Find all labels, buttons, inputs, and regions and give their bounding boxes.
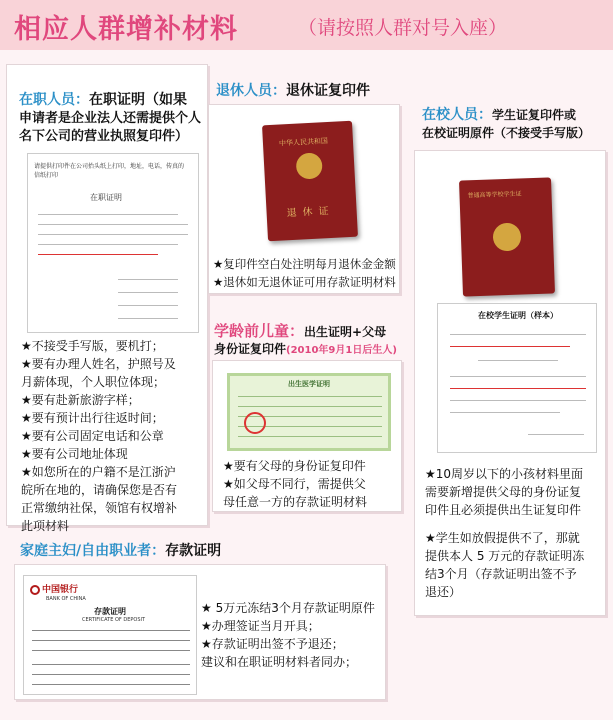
employed-panel [6,64,208,533]
note-item: 建议和在职证明材料者同办； [201,655,358,669]
deposit-doc-title-en: CERTIFICATE OF DEPOSIT [82,617,146,623]
note-item: 皖所在地的，请确保您是否有 [21,483,178,497]
note-item: 印件且必须提供出生证复印件 [425,503,582,517]
note-item: ★复印件空白处注明每月退休金金额 [213,257,396,271]
doc-line [38,214,178,215]
bank-name-en: BANK OF CHINA [46,596,86,602]
doc-line [38,224,188,225]
birth-certificate-sample [227,373,391,451]
student-panel [414,150,606,616]
employed-title-line3: 名下公司的营业执照复印件） [19,129,189,144]
note-item: 母任意一方的存款证明材料 [223,495,368,509]
doc-line [478,360,558,361]
doc-highlight [38,254,158,255]
book-word: 退休证 [286,205,335,220]
doc-line [118,292,178,293]
doc-line [32,674,190,675]
deposit-certificate-sample [23,575,197,695]
student-card-book [459,177,555,296]
retirement-certificate-book [262,121,358,242]
doc-line [450,334,586,335]
deposit-doc-title: 存款证明 [94,607,126,616]
page-subtitle: （请按照人群对号入座） [298,17,508,39]
note-item: 此项材料 [21,519,70,533]
national-emblem-icon [296,152,323,179]
note-item: 结3个月（存款证明出签不予 [425,567,577,581]
employed-notes [21,337,177,535]
note-item: ★如父母不同行，需提供父 [223,477,366,491]
doc-line [118,305,178,306]
cert-line [238,406,382,407]
cert-line [238,436,382,437]
bank-logo-icon [30,585,40,595]
note-item: ★10周岁以下的小孩材料里面 [425,467,584,481]
doc-line [118,279,178,280]
doc-line [450,412,560,413]
freelance-panel [14,564,386,700]
retired-notes [213,255,396,291]
doc-line [32,650,190,651]
note-item: ★办理签证当月开具； [201,619,320,633]
book-title: 普通高等学校学生证 [467,190,522,200]
note-item: ★存款证明出签不予退还； [201,637,344,651]
student-note-2 [425,529,584,601]
school-emblem-icon [493,223,522,252]
student-label: 在校人员：学生证复印件或 [422,107,577,123]
note-item: ★如您所在的户籍不是江浙沪 [21,465,176,479]
note-item: 需要新增提供父母的身份证复 [425,485,582,499]
note-item: 退还） [425,585,462,599]
note-item: 提供本人 5 万元的存款证明冻 [425,549,585,563]
note-item: 正常缴纳社保，领馆有权增补 [21,501,178,515]
employed-label: 在职人员：在职证明（如果 [19,92,187,108]
employed-title-line2: 申请者是企业法人还需提供个人 [19,111,202,126]
note-item: ★要有赴新旅游字样； [21,393,140,407]
student-note-1 [425,465,583,519]
note-item: ★要有父母的身份证复印件 [223,459,366,473]
doc-line [38,244,178,245]
header-banner [0,0,613,50]
employment-certificate-sample [27,153,199,333]
preschool-notes [223,457,367,511]
doc-highlight [450,388,586,389]
doc-line [32,664,190,665]
doc-line [32,640,190,641]
retired-panel [208,104,400,294]
note-item: ★要有公司地址体现 [21,447,128,461]
note-item: ★退休如无退休证可用存款证明材料 [213,275,396,289]
doc-line [38,234,188,235]
note-item: ★学生如放假提供不了，那就 [425,531,580,545]
doc-title: 在校学生证明（样本） [478,311,558,320]
seal-icon [244,412,266,434]
bank-logo: 中国银行 [30,582,78,595]
doc-line [528,434,584,435]
cert-line [238,396,382,397]
freelance-notes [201,599,375,671]
preschool-label: 学龄前儿童：出生证明+父母 [214,322,387,340]
page-title: 相应人群增补材料 [14,14,238,45]
doc-line [32,684,190,685]
book-title: 中华人民共和国 [278,137,329,148]
doc-line [450,376,586,377]
cert-title: 出生医学证明 [288,380,330,388]
doc-title: 在职证明 [90,193,122,202]
doc-line [450,400,586,401]
doc-highlight [450,346,570,347]
note-item: ★要有公司固定电话和公章 [21,429,164,443]
doc-line [32,630,190,631]
doc-header-note: 请提供打印件在公司抬头纸上打印，地址，电话，传真的信纸打印 [34,163,185,179]
preschool-panel [212,360,402,512]
preschool-title-line2: 身份证复印件(2010年9月1日后生人) [214,342,397,356]
student-title-line2: 在校证明原件（不接受手写版） [422,126,591,140]
retired-label: 退休人员：退休证复印件 [216,83,370,99]
note-item: 月薪体现，个人职位体现； [21,375,166,389]
note-item: ★要有预计出行往返时间； [21,411,164,425]
note-item: ★ 5万元冻结3个月存款证明原件 [201,601,375,615]
doc-line [118,318,178,319]
note-item: ★不接受手写版，要机打； [21,339,164,353]
student-certificate-sample [437,303,597,453]
freelance-label: 家庭主妇/自由职业者：存款证明 [20,543,222,559]
note-item: ★要有办理人姓名，护照号及 [21,357,176,371]
